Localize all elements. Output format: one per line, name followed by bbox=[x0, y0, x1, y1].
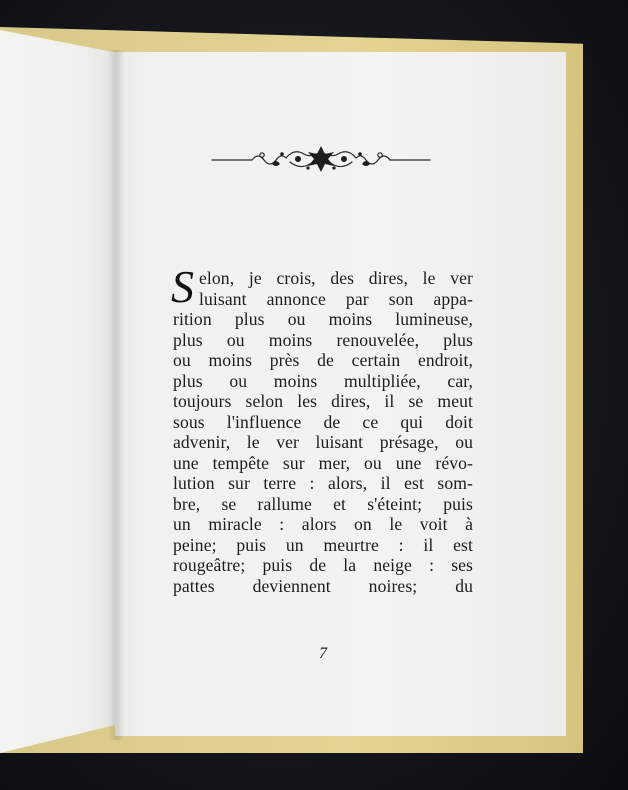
text-line: une tempête sur mer, ou une révo- bbox=[173, 452, 473, 473]
floral-vignette-icon bbox=[210, 142, 432, 176]
text-line: plus ou moins multipliée, car, bbox=[173, 370, 473, 391]
text-line: lution sur terre : alors, il est som- bbox=[173, 473, 473, 493]
body-text bbox=[171, 261, 473, 596]
text-line: sous l'influence de ce qui doit bbox=[173, 411, 473, 432]
text-line: bre, se rallume et s'éteint; puis bbox=[173, 493, 473, 514]
text-line: elon, je crois, des dires, le ver bbox=[199, 268, 473, 288]
text-line: rougeâtre; puis de la neige : ses bbox=[173, 555, 473, 575]
text-line: pattes deviennent noires; du bbox=[173, 575, 473, 596]
text-line: rition plus ou moins lumineuse, bbox=[173, 309, 473, 329]
drop-cap: S bbox=[171, 261, 195, 312]
page-number: 7 bbox=[319, 645, 327, 662]
text-line: ou moins près de certain endroit, bbox=[173, 350, 473, 370]
text-line: plus ou moins renouvelée, plus bbox=[173, 329, 473, 350]
text-line: luisant annonce par son appa- bbox=[199, 288, 473, 309]
text-line: peine; puis un meurtre : il est bbox=[173, 534, 473, 555]
text-line: un miracle : alors on le voit à bbox=[173, 514, 473, 534]
book-gutter bbox=[108, 50, 124, 740]
text-line: advenir, le ver luisant présage, ou bbox=[173, 432, 473, 452]
left-page bbox=[0, 30, 119, 753]
text-line: toujours selon les dires, il se meut bbox=[173, 391, 473, 411]
